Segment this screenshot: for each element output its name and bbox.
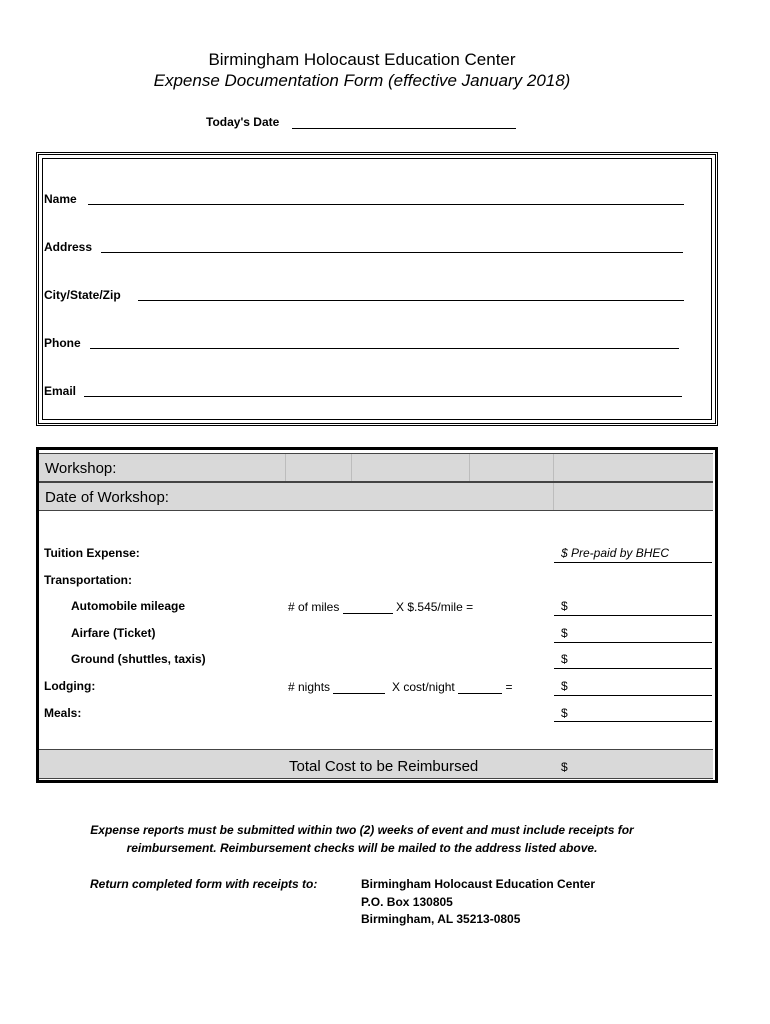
submission-note-line1: Expense reports must be submitted within two (2) weeks of event and must include receipts for: [90, 823, 634, 837]
lodging-label: Lodging:: [44, 679, 96, 693]
meals-dollar[interactable]: $: [561, 706, 568, 720]
automobile-mileage-label: Automobile mileage: [71, 599, 186, 613]
name-field[interactable]: [88, 204, 684, 205]
form-title: Expense Documentation Form (effective January 2018): [153, 71, 571, 90]
workshop-row: [39, 453, 713, 482]
return-address-org: Birmingham Holocaust Education Center: [361, 877, 596, 891]
return-label: Return completed form with receipts to:: [90, 877, 318, 891]
tuition-value: $ Pre-paid by BHEC: [561, 546, 670, 560]
airfare-dollar[interactable]: $: [561, 626, 568, 640]
address-label: Address: [44, 240, 93, 254]
lodging-dollar[interactable]: $: [561, 679, 568, 693]
todays-date-label: Today's Date: [206, 115, 280, 129]
miles-label: # of miles: [288, 600, 340, 614]
todays-date-field[interactable]: [292, 128, 516, 129]
meals-label: Meals:: [44, 706, 82, 720]
airfare-label: Airfare (Ticket): [71, 626, 156, 640]
name-label: Name: [44, 192, 77, 206]
email-label: Email: [44, 384, 77, 398]
miles-calc: [288, 599, 473, 614]
tuition-label: Tuition Expense:: [44, 546, 140, 560]
mileage-rate: X $.545/mile =: [396, 600, 474, 614]
ground-dollar[interactable]: $: [561, 652, 568, 666]
return-address-city: Birmingham, AL 35213-0805: [361, 912, 521, 926]
total-dollar[interactable]: $: [561, 760, 568, 774]
cost-per-night-label: X cost/night: [392, 680, 455, 694]
submission-note-line2: reimbursement. Reimbursement checks will be mailed to the address listed above.: [126, 841, 598, 855]
transportation-label: Transportation:: [44, 573, 133, 587]
workshop-label: Workshop:: [45, 460, 117, 477]
date-of-workshop-row: [39, 482, 713, 511]
cost-per-night-field[interactable]: [458, 679, 502, 694]
organization-title: Birmingham Holocaust Education Center: [208, 50, 516, 69]
phone-label: Phone: [44, 336, 81, 350]
city-state-zip-field[interactable]: [138, 300, 684, 301]
miles-field[interactable]: [343, 599, 393, 614]
nights-field[interactable]: [333, 679, 385, 694]
date-of-workshop-label: Date of Workshop:: [45, 489, 169, 506]
email-field[interactable]: [84, 396, 682, 397]
mileage-dollar[interactable]: $: [561, 599, 568, 613]
nights-label: # nights: [288, 680, 331, 694]
nights-calc: [288, 679, 512, 694]
lodging-equals: =: [505, 680, 513, 694]
city-state-zip-label: City/State/Zip: [44, 288, 121, 302]
ground-label: Ground (shuttles, taxis): [71, 652, 206, 666]
total-label: Total Cost to be Reimbursed: [289, 758, 479, 775]
address-field[interactable]: [101, 252, 683, 253]
return-address-po: P.O. Box 130805: [361, 895, 453, 909]
contact-info-box: [36, 152, 718, 426]
phone-field[interactable]: [90, 348, 679, 349]
